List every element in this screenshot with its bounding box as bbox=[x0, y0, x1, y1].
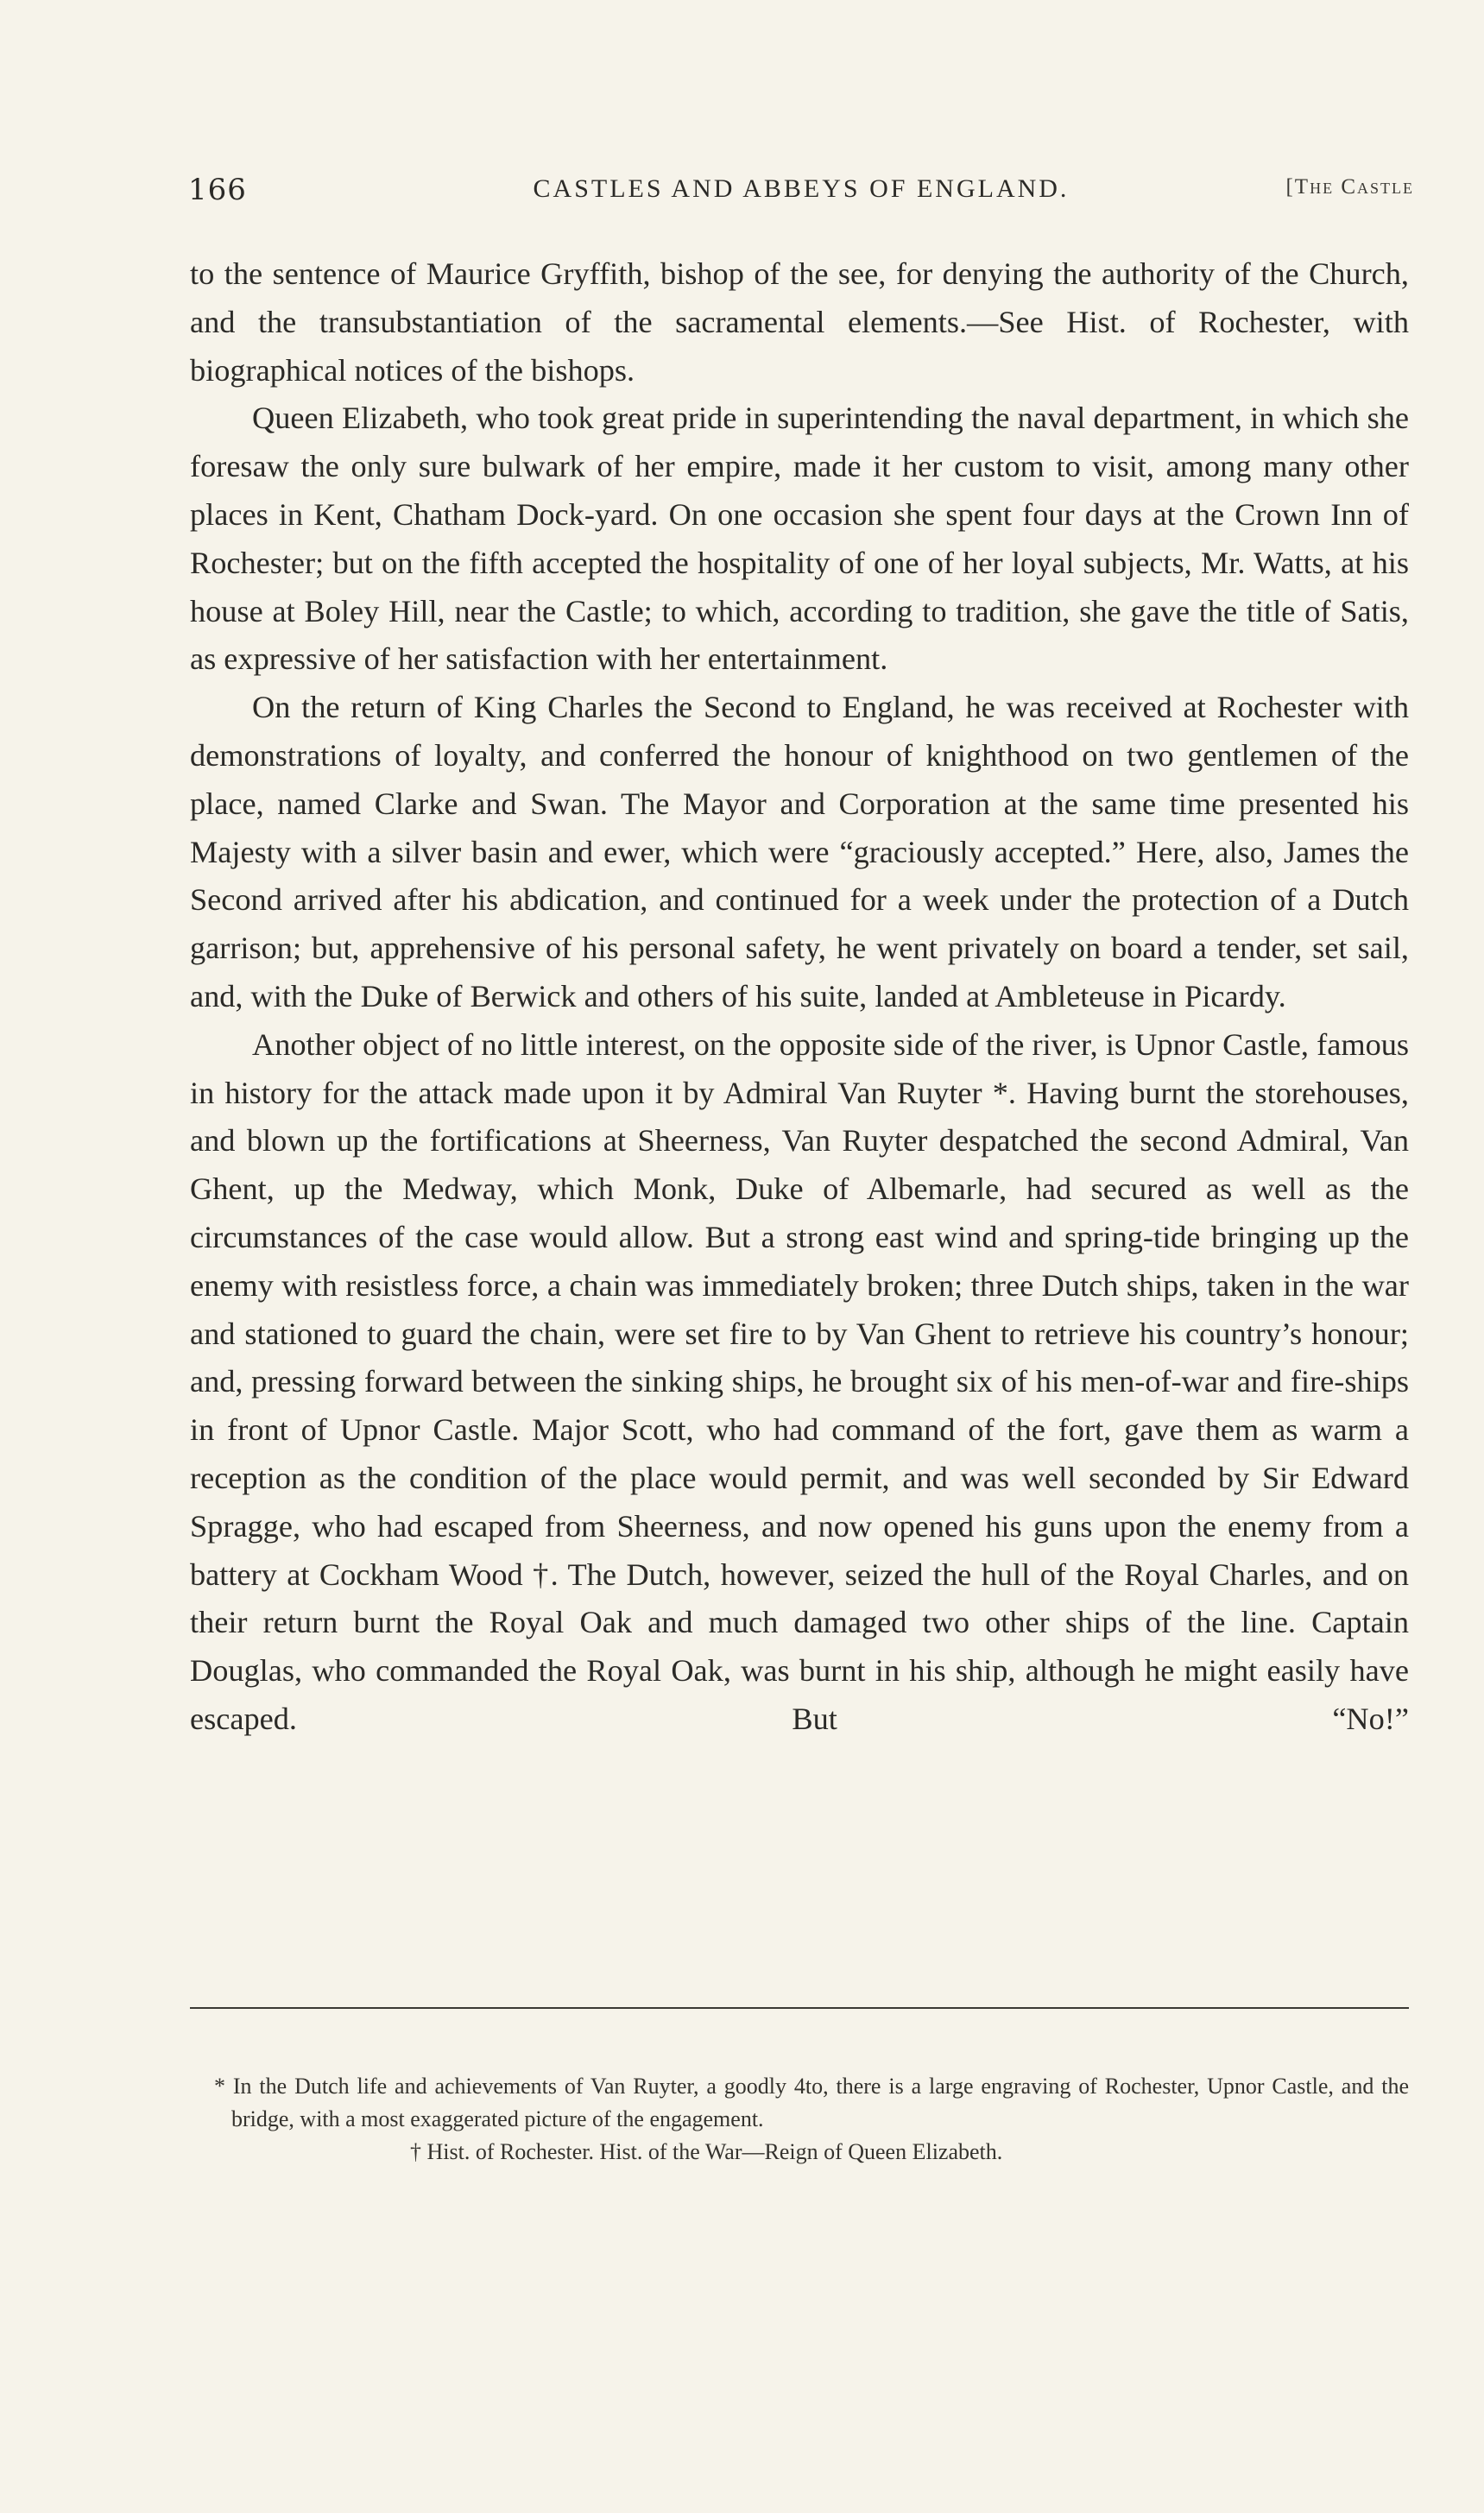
footnote-rule bbox=[190, 2007, 1409, 2009]
paragraph-charles: On the return of King Charles the Second to England, he was received at Rochester with demonstrations of loyalty, and conferred the honour of knighthood on two gentlemen of the place, named Clarke and Swan. The Mayor and Corporation at the same time presented his Majesty with a silver basin and ewer, which were “graciously accepted.” Here, also, James the Second arrived after his abdication, and continued for a week under the protection of a Dutch garrison; but, apprehensive of his personal safety, he went privately on board a tender, set sail, and, with the Duke of Berwick and others of his suite, landed at Ambleteuse in Picardy. bbox=[190, 690, 1409, 1013]
paragraph-continuation: to the sentence of Maurice Gryffith, bishop of the see, for denying the authority of the Church, and the transubstantiation of the sacramental elements.—See Hist. of Rochester, with biographical notices of the bishops. bbox=[190, 256, 1409, 388]
footnote-hist-rochester: † Hist. of Rochester. Hist. of the War—Reign of Queen Elizabeth. bbox=[410, 2139, 1003, 2164]
section-tag: [The Castle bbox=[1285, 175, 1414, 199]
paragraph-elizabeth: Queen Elizabeth, who took great pride in superintending the naval department, in which she foresaw the only sure bulwark of her empire, made it her custom to visit, among many other places in Kent, Chatham Dock-yard. On one occasion she spent four days at the Crown Inn of Rochester; but on the fifth accepted the hospitality of one of her loyal subjects, Mr. Watts, at his house at Boley Hill, near the Castle; to which, according to tradition, she gave the title of Satis, as expressive of her satisfaction with her entertainment. bbox=[190, 401, 1409, 677]
running-title: CASTLES AND ABBEYS OF ENGLAND. bbox=[533, 174, 1070, 203]
paragraph-upnor: Another object of no little interest, on the opposite side of the river, is Upnor Castle, famous in history for the attack made upon it by Admiral Van Ruyter *. Having burnt the storehouses, and blown up the fortifications at Sheerness, Van Ruyter despatched the second Admiral, Van Ghent, up the Medway, which Monk, Duke of Albemarle, had secured as well as the circumstances of the case would allow. But a strong east wind and spring-tide bringing up the enemy with resistless force, a chain was immediately broken; three Dutch ships, taken in the war and stationed to guard the chain, were set fire to by Van Ghent to retrieve his country’s honour; and, pressing forward between the sinking ships, he brought six of his men-of-war and fire-ships in front of Upnor Castle. Major Scott, who had command of the fort, gave them as warm a reception as the condition of the place would permit, and was well seconded by Sir Edward Spragge, who had escaped from Sheerness, and now opened his guns upon the enemy from a battery at Cockham Wood †. The Dutch, however, seized the hull of the Royal Charles, and on their return burnt the Royal Oak and much damaged two other ships of the line. Captain Douglas, who commanded the Royal Oak, was burnt in his ship, although he might easily have escaped. But “No!” bbox=[190, 1026, 1409, 1736]
running-head bbox=[188, 173, 1414, 216]
footnote-van-ruyter: * In the Dutch life and achievements of Van Ruyter, a goodly 4to, there is a large engraving of Rochester, Upnor Castle, and the bridge, with a most exaggerated picture of the engagement. bbox=[214, 2074, 1409, 2131]
footnotes bbox=[190, 2070, 1409, 2169]
body-text bbox=[190, 250, 1409, 1744]
page-number: 166 bbox=[188, 173, 247, 207]
